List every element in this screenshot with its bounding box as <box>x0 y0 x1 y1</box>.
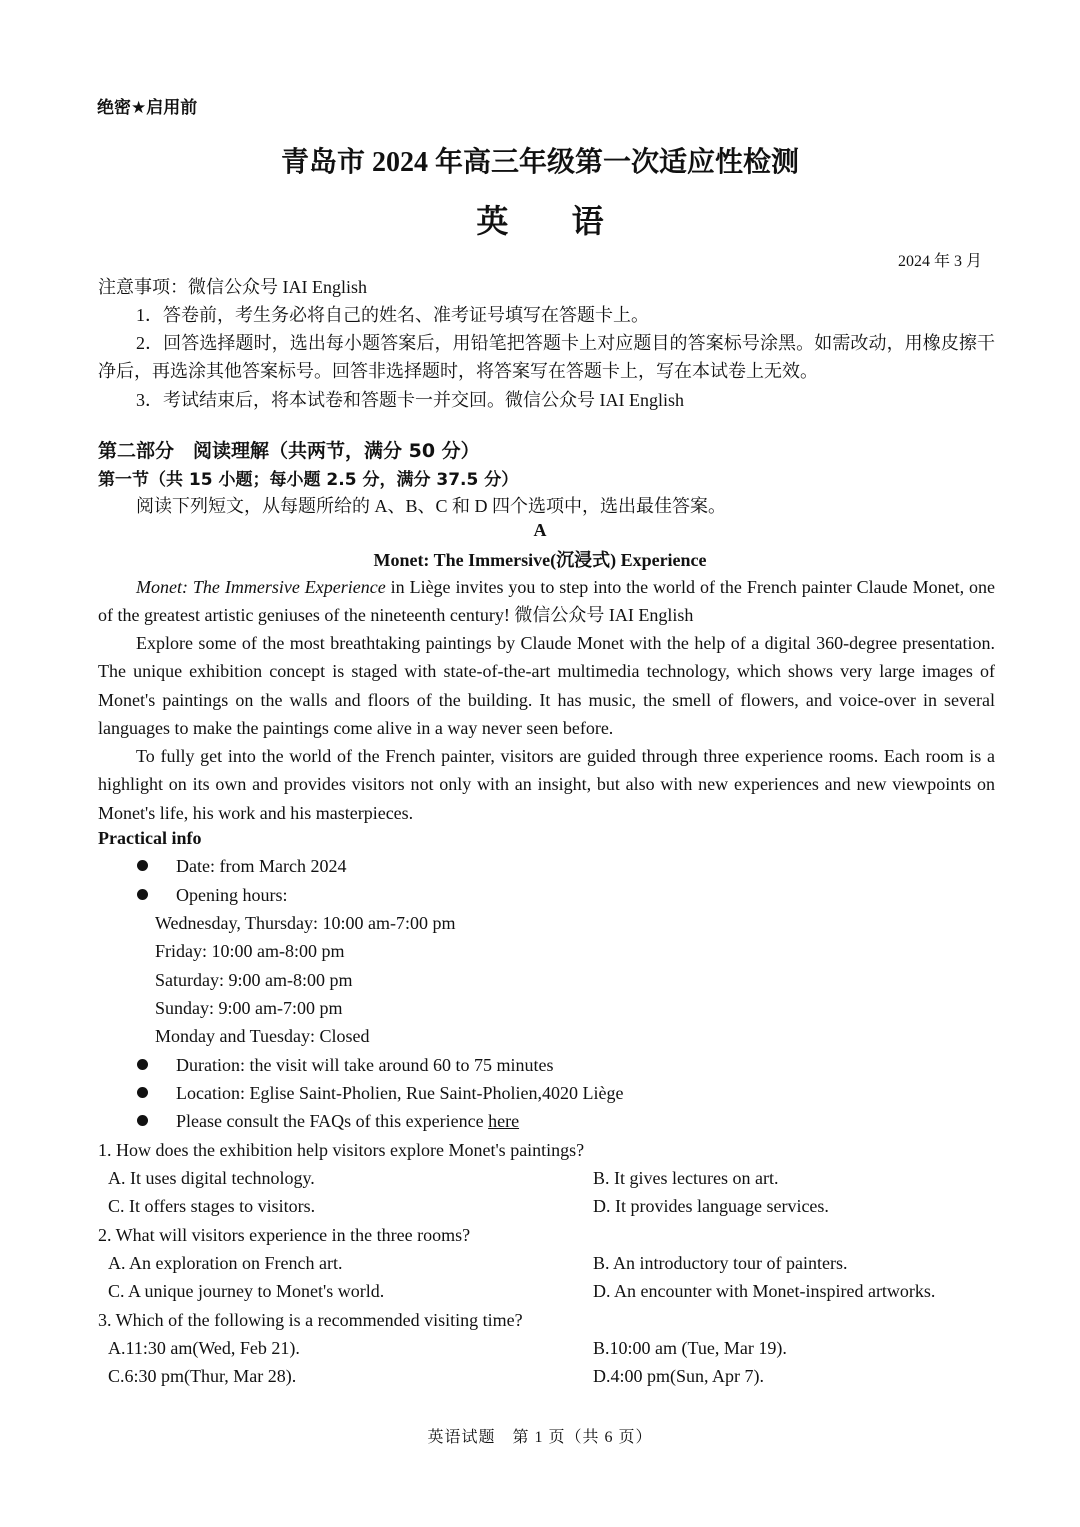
bullet-icon <box>137 889 148 900</box>
info-faq <box>137 1111 519 1132</box>
hours-line: Friday: 10:00 am-8:00 pm <box>155 941 345 961</box>
note-item-1: 1．答卷前，考生务必将自己的姓名、准考证号填写在答题卡上。 <box>136 305 649 325</box>
option-3d: D.4:00 pm(Sun, Apr 7). <box>593 1366 764 1386</box>
option-2c: C. A unique journey to Monet's world. <box>108 1281 385 1301</box>
part-heading: 第二部分 阅读理解（共两节，满分 50 分） <box>98 440 480 462</box>
bullet-icon <box>137 1059 148 1070</box>
option-1a: A. It uses digital technology. <box>108 1168 315 1188</box>
bullet-icon <box>137 860 148 871</box>
exam-title: 青岛市 2024 年高三年级第一次适应性检测 <box>280 147 799 178</box>
exhibition-name: Monet: The Immersive Experience <box>136 577 386 597</box>
page-footer: 英语试题 第 1 页（共 6 页） <box>427 1429 653 1446</box>
passage-letter: A <box>533 520 547 540</box>
question-1: 1. How does the exhibition help visitors explore Monet's paintings? <box>98 1140 585 1160</box>
subject-title: 英 语 <box>476 202 630 240</box>
hours-line: Monday and Tuesday: Closed <box>155 1026 370 1046</box>
option-3c: C.6:30 pm(Thur, Mar 28). <box>108 1366 297 1386</box>
paragraph-2: Explore some of the most breathtaking paintings by Claude Monet with the help of a digital 360-degree presentation. The unique exhibition concept is staged with state-of-the-art multimedia technology, which shows very large images of Monet's paintings on the walls and floors of the building. It has music, the smell of flowers, and voice-over in several languages to make the paintings come alive in a way never seen before. <box>98 633 995 739</box>
info-duration-text: Duration: the visit will take around 60 to 75 minutes <box>176 1055 554 1075</box>
passage-title: Monet: The Immersive(沉浸式) Experience <box>373 550 707 570</box>
option-2d: D. An encounter with Monet-inspired artworks. <box>593 1281 936 1301</box>
info-faq-text: Please consult the FAQs of this experience <box>176 1111 489 1131</box>
paragraph-1-text: in Liège invites you to step into the world of the French painter Claude Monet, one of the greatest artistic geniuses of the nineteenth century! 微信公众号 IAI English <box>98 577 995 626</box>
note-item-2: 2．回答选择题时，选出每小题答案后，用铅笔把答题卡上对应题目的答案标号涂黑。如需改动，用橡皮擦干净后，再选涂其他答案标号。回答非选择题时，将答案写在答题卡上，写在本试卷上无效。 <box>98 333 995 382</box>
notes-heading: 注意事项：微信公众号 IAI English <box>98 277 367 297</box>
info-opening <box>137 885 288 906</box>
exam-date: 2024 年 3 月 <box>897 253 982 270</box>
bullet-icon <box>137 1087 148 1098</box>
option-2a: A. An exploration on French art. <box>108 1253 343 1273</box>
option-2b: B. An introductory tour of painters. <box>593 1253 848 1273</box>
info-location <box>137 1083 623 1104</box>
instruction: 阅读下列短文，从每题所给的 A、B、C 和 D 四个选项中，选出最佳答案。 <box>136 496 727 516</box>
option-1c: C. It offers stages to visitors. <box>108 1196 316 1216</box>
question-2: 2. What will visitors experience in the three rooms? <box>98 1225 471 1245</box>
hours-line: Sunday: 9:00 am-7:00 pm <box>155 998 343 1018</box>
practical-info-heading: Practical info <box>98 828 202 848</box>
info-date <box>137 856 346 877</box>
section-heading: 第一节（共 15 小题；每小题 2.5 分，满分 37.5 分） <box>98 470 519 490</box>
info-date-text: Date: from March 2024 <box>176 856 347 876</box>
option-3b: B.10:00 am (Tue, Mar 19). <box>593 1338 787 1358</box>
option-3a: A.11:30 am(Wed, Feb 21). <box>108 1338 300 1358</box>
bullet-icon <box>137 1115 148 1126</box>
paragraph-1 <box>98 573 995 630</box>
option-1b: B. It gives lectures on art. <box>593 1168 779 1188</box>
info-location-text: Location: Eglise Saint-Pholien, Rue Saint-Pholien,4020 Liège <box>176 1083 624 1103</box>
hours-line: Wednesday, Thursday: 10:00 am-7:00 pm <box>155 913 456 933</box>
confidential-mark: 绝密★启用前 <box>97 98 198 118</box>
paragraph-3: To fully get into the world of the French painter, visitors are guided through three experience rooms. Each room is a highlight on its own and provides visitors not only with an insight, but also with new experiences and new viewpoints on Monet's life, his work and his masterpieces. <box>98 746 995 823</box>
hours-line: Saturday: 9:00 am-8:00 pm <box>155 970 353 990</box>
note-item-3: 3．考试结束后，将本试卷和答题卡一并交回。微信公众号 IAI English <box>136 390 684 410</box>
info-opening-text: Opening hours: <box>176 885 288 905</box>
faq-link[interactable]: here <box>488 1111 520 1131</box>
option-1d: D. It provides language services. <box>593 1196 829 1216</box>
question-3: 3. Which of the following is a recommended visiting time? <box>98 1310 523 1330</box>
info-duration <box>137 1055 553 1076</box>
